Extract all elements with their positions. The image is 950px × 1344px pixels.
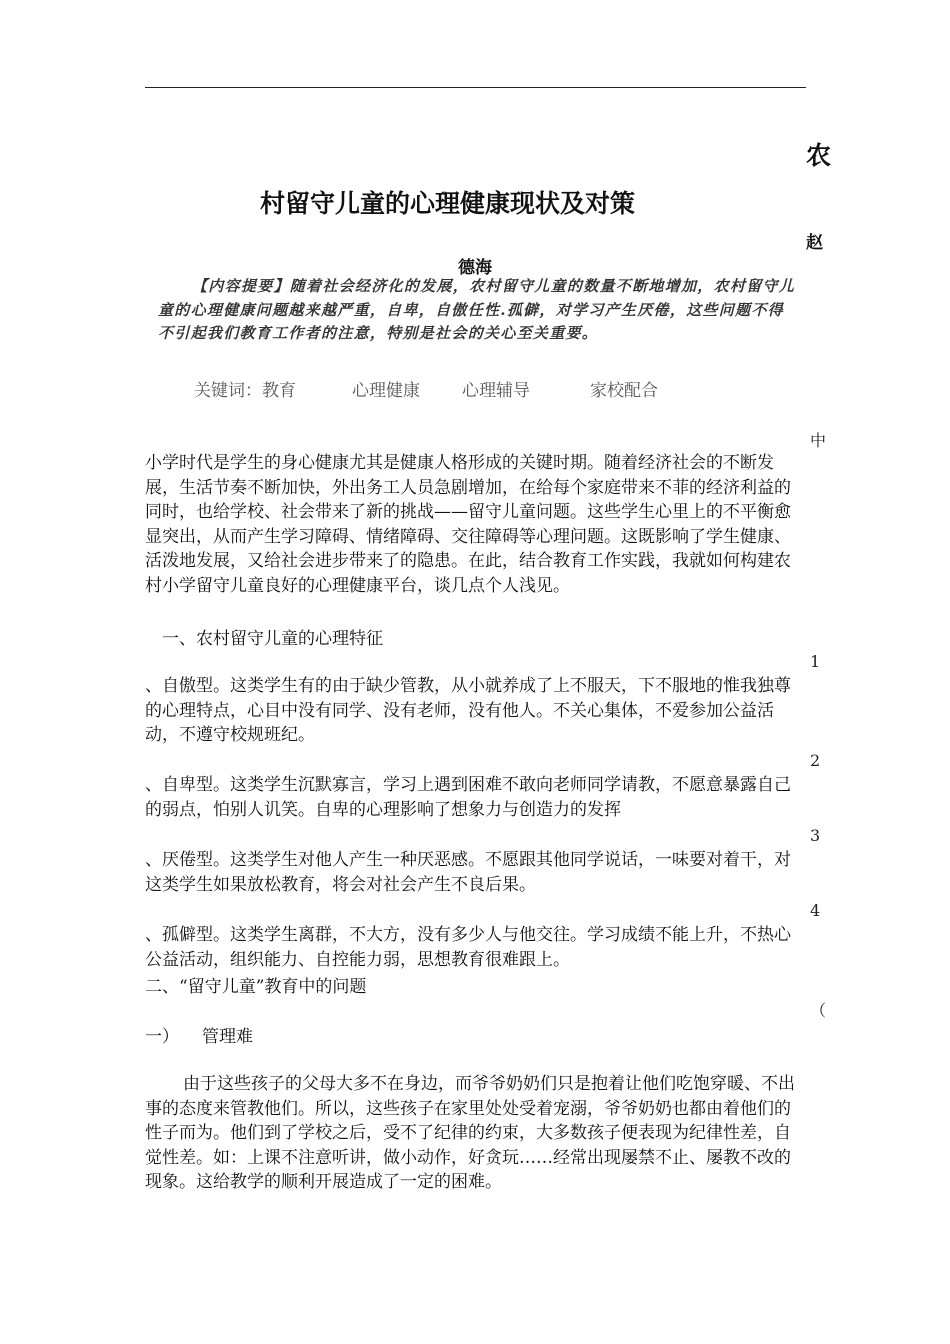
section-heading-2: 二、“留守儿童”教育中的问题 — [145, 977, 367, 997]
keyword-item: 教育 — [262, 381, 296, 401]
subsection-paren: （ — [810, 1001, 827, 1020]
author-name: 德海 — [458, 258, 492, 278]
item-paragraph-3: 、厌倦型。这类学生对他人产生一种厌恶感。不愿跟其他同学说话，一味要对着干，对这类学生如果放松教育，将会对社会产生不良后果。 — [145, 850, 791, 895]
item-paragraph-4: 、孤僻型。这类学生离群，不大方，没有多少人与他交往。学习成绩不能上升，不热心公益活动，组织能力、自控能力弱，思想教育很难跟上。 — [145, 925, 791, 970]
item-number-2: 2 — [810, 751, 821, 770]
subsection-title: 管理难 — [202, 1027, 253, 1047]
item-number-3: 3 — [810, 826, 821, 845]
keywords — [194, 376, 658, 401]
section-heading-1: 一、农村留守儿童的心理特征 — [162, 629, 383, 649]
item-paragraph-1: 、自傲型。这类学生有的由于缺少管教，从小就养成了上不服天，下不服地的惟我独尊的心理特点，心目中没有同学、没有老师，没有他人。不关心集体，不爱参加公益活动，不遵守校规班纪。 — [145, 676, 791, 745]
margin-char: 中 — [810, 431, 827, 450]
item-number-1: 1 — [810, 652, 821, 671]
subsection-number: 一） — [145, 1027, 179, 1047]
item-paragraph-2: 、自卑型。这类学生沉默寡言，学习上遇到困难不敢向老师同学请教，不愿意暴露自己的弱点，怕别人讥笑。自卑的心理影响了想象力与创造力的发挥 — [145, 775, 791, 820]
keyword-item: 心理辅导 — [462, 381, 530, 401]
abstract: 【内容提要】随着社会经济化的发展，农村留守儿童的数量不断地增加，农村留守儿童的心理健康问题越来越严重，自卑，自傲任性.孤僻，对学习产生厌倦，这些问题不得不引起我们教育工作者的注意，特别是社会的关心至关重要。 — [158, 277, 796, 342]
title-first-char: 农 — [806, 141, 832, 170]
body-paragraph: 由于这些孩子的父母大多不在身边，而爷爷奶奶们只是抱着让他们吃饱穿暖、不出事的态度来管教他们。所以，这些孩子在家里处处受着宠溺，爷爷奶奶也都由着他们的性子而为。他们到了学校之后，受不了纪律的约束，大多数孩子便表现为纪律性差，自觉性差。如：上课不注意听讲，做小动作，好贪玩……经常出现屡禁不止、屡教不改的现象。这给教学的顺利开展造成了一定的困难。 — [145, 1074, 795, 1192]
header-rule — [145, 87, 806, 88]
author-first-char: 赵 — [806, 233, 823, 253]
keyword-item: 家校配合 — [590, 381, 658, 401]
page-title: 村留守儿童的心理健康现状及对策 — [260, 189, 636, 218]
intro-paragraph: 小学时代是学生的身心健康尤其是健康人格形成的关键时期。随着经济社会的不断发展，生活节奏不断加快，外出务工人员急剧增加，在给每个家庭带来不菲的经济利益的同时，也给学校、社会带来了新的挑战——留守儿童问题。这些学生心里上的不平衡愈显突出，从而产生学习障碍、情绪障碍、交往障碍等心理问题。这既影响了学生健康、活泼地发展，又给社会进步带来了的隐患。在此，结合教育工作实践，我就如何构建农村小学留守儿童良好的心理健康平台，谈几点个人浅见。 — [145, 453, 791, 596]
item-number-4: 4 — [810, 901, 821, 920]
keyword-item: 心理健康 — [352, 381, 420, 401]
keywords-label: 关键词： — [194, 381, 262, 401]
